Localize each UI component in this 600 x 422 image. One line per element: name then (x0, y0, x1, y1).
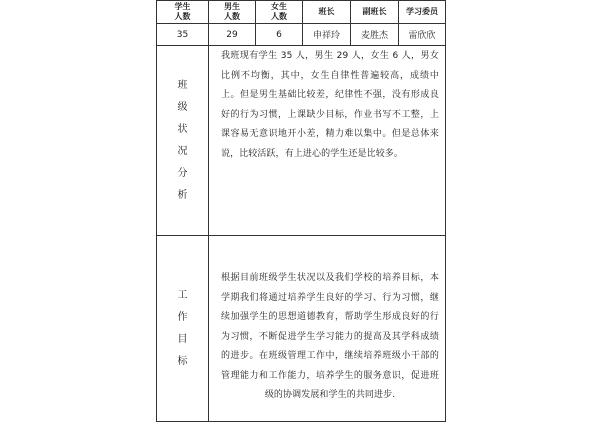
value-monitor: 申祥玲 (303, 24, 351, 46)
header-student-count: 学生 人数 (157, 1, 209, 24)
header-monitor: 班长 (303, 1, 351, 24)
header-female-count: 女生 人数 (256, 1, 303, 24)
goal-label: 工作目标 (177, 289, 188, 367)
class-info-table (156, 0, 446, 422)
status-label: 班级状况分析 (177, 79, 188, 201)
status-text: 我班现有学生 35 人，男生 29 人，女生 6 人，男女比例不均衡，其中，女生自律性普遍较高，成绩中上。但是男生基础比较差，纪律性不强，没有形成良好的行为习惯，上课缺少目标，作业书写不工整，上课容易无意识地开小差，精力难以集中。但是总体来说，比较活跃，有上进心的学生还是比较多。 (221, 51, 439, 159)
value-vice-monitor: 麦胜杰 (351, 24, 399, 46)
value-student-count: 35 (157, 24, 209, 46)
status-label-cell (157, 46, 209, 236)
value-female-count: 6 (256, 24, 303, 46)
value-male-count: 29 (209, 24, 256, 46)
header-vice-monitor: 副班长 (351, 1, 399, 24)
header-study-rep: 学习委员 (399, 1, 446, 24)
header-male-count: 男生 人数 (209, 1, 256, 24)
value-study-rep: 雷欣欣 (399, 24, 446, 46)
header-row (157, 1, 446, 24)
goal-text-cell (209, 236, 446, 422)
values-row (157, 24, 446, 46)
status-text-cell (209, 46, 446, 236)
goal-label-cell (157, 236, 209, 422)
class-plan-sheet (156, 0, 445, 400)
goal-row (157, 236, 446, 422)
status-row (157, 46, 446, 236)
goal-text: 根据目前班级学生状况以及我们学校的培养目标，本学期我们将通过培养学生良好的学习、行为习惯，继续加强学生的思想道德教育，帮助学生形成良好的行为习惯，不断促进学生学习能力的提高及其学科成绩的进步。在班级管理工作中，继续培养班级小干部的管理能力和工作能力，培养学生的服务意识，促进班级的协调发展和学生的共同进步. (221, 273, 439, 401)
